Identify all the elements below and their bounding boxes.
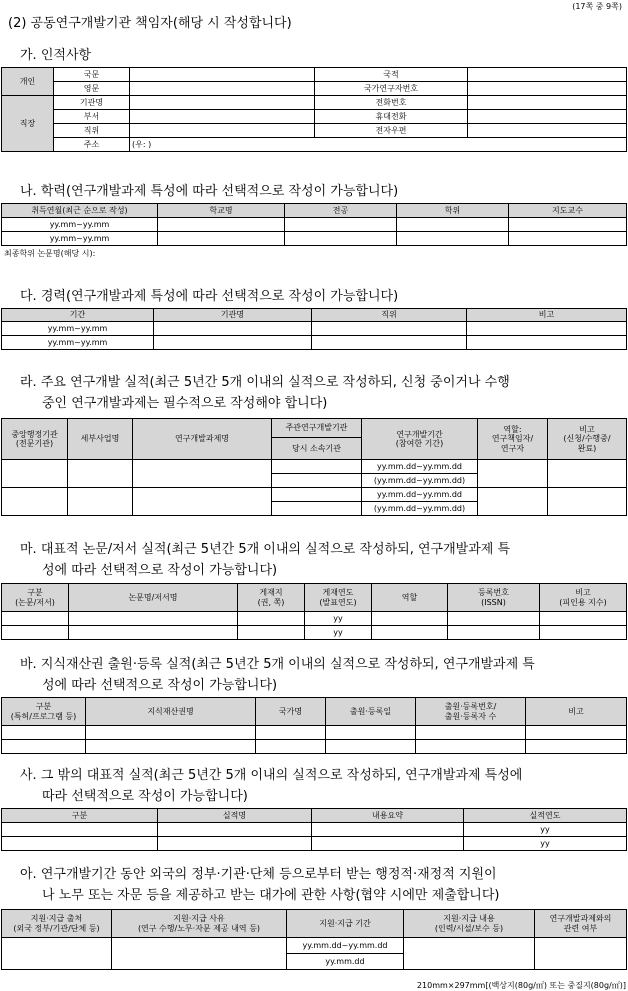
group-personal: 개인	[2, 68, 54, 96]
cell[interactable]	[2, 612, 69, 626]
cell[interactable]	[133, 460, 272, 488]
label: 전화번호	[315, 96, 468, 110]
cell[interactable]	[272, 474, 362, 488]
cell[interactable]	[68, 460, 133, 488]
thesis-note: 최종학위 논문명(해당 시):	[4, 249, 96, 258]
col-header: 역할	[372, 584, 448, 612]
value-field[interactable]	[468, 96, 627, 110]
cell[interactable]	[416, 726, 526, 740]
cell[interactable]	[112, 938, 287, 970]
value-field[interactable]	[468, 124, 627, 138]
section-title: (2) 공동연구개발기관 책임자(해당 시 작성합니다)	[8, 16, 292, 31]
col-header: 출원·등록번호/ 출원·등록자 수	[416, 698, 526, 726]
col-header: 지식재산권명	[86, 698, 256, 726]
cell[interactable]	[448, 626, 540, 640]
cell[interactable]	[86, 726, 256, 740]
col-header: 직위	[312, 309, 467, 322]
cell[interactable]	[158, 837, 312, 851]
section-heading-education: 나. 학력(연구개발과제 특성에 따라 선택적으로 작성이 가능합니다)	[20, 184, 399, 199]
col-header: 논문명/저서명	[69, 584, 238, 612]
period-cell[interactable]: yy.mm~yy.mm	[2, 232, 158, 246]
heading-line: 라. 주요 연구개발 실적(최근 5년간 5개 이내의 실적으로 작성하되, 신청 중이거나 수행	[20, 375, 510, 390]
ip-table	[1, 697, 627, 754]
section-heading-papers	[20, 539, 620, 581]
col-header: 기관명	[154, 309, 312, 322]
cell[interactable]	[397, 218, 509, 232]
year-cell[interactable]: yy	[464, 823, 627, 837]
group-workplace: 직장	[2, 96, 54, 152]
col-header: 당시 소속기관	[272, 438, 362, 460]
papers-table	[1, 583, 627, 640]
value-field[interactable]	[468, 110, 627, 124]
cell[interactable]	[397, 232, 509, 246]
cell[interactable]	[478, 460, 548, 488]
section-heading-other	[20, 765, 620, 807]
col-header: 학교명	[158, 204, 285, 218]
year-cell[interactable]: yy	[305, 612, 372, 626]
col-header: 지원·지급 내용 (인력/시설/보수 등)	[404, 910, 535, 938]
col-header: 전공	[285, 204, 397, 218]
col-header: 지원·지급 사유 (연구 수행/노무·자문 제공 내역 등)	[112, 910, 287, 938]
cell[interactable]	[272, 502, 362, 516]
cell[interactable]	[256, 740, 326, 754]
cell[interactable]	[548, 488, 627, 516]
page-number: (17쪽 중 9쪽)	[572, 2, 622, 11]
period-cell[interactable]: yy.mm~yy.mm	[2, 336, 154, 350]
year-cell[interactable]: yy	[464, 837, 627, 851]
cell[interactable]	[478, 488, 548, 516]
cell[interactable]	[69, 626, 238, 640]
cell[interactable]	[540, 612, 627, 626]
label: 기관명	[54, 96, 130, 110]
heading-line: 성에 따라 선택적으로 작성이 가능합니다)	[42, 563, 278, 578]
career-table	[1, 308, 627, 350]
col-header: 연구개발과제와의 관련 여부	[535, 910, 627, 938]
cell[interactable]	[372, 612, 448, 626]
cell[interactable]	[535, 938, 627, 970]
cell[interactable]	[509, 232, 627, 246]
value-field[interactable]	[468, 82, 627, 96]
col-header: 비고	[526, 698, 627, 726]
value-field[interactable]	[130, 124, 315, 138]
cell[interactable]	[416, 740, 526, 754]
section-heading-foreign	[20, 864, 620, 906]
cell[interactable]	[312, 837, 464, 851]
cell[interactable]	[69, 612, 238, 626]
cell[interactable]	[154, 322, 312, 336]
col-header: 구분 (논문/저서)	[2, 584, 69, 612]
cell[interactable]	[540, 626, 627, 640]
period-cell[interactable]: yy.mm.dd~yy.mm.dd	[362, 488, 478, 502]
cell[interactable]	[2, 460, 68, 488]
heading-line: 사. 그 밖의 대표적 실적(최근 5년간 5개 이내의 실적으로 작성하되, 연구개발과제 특성에	[20, 768, 523, 783]
heading-line: 바. 지식재산권 출원·등록 실적(최근 5년간 5개 이내의 실적으로 작성하되, 연구개발과제 특	[20, 657, 535, 672]
heading-line: 마. 대표적 논문/저서 실적(최근 5년간 5개 이내의 실적으로 작성하되, 연구개발과제 특	[20, 542, 510, 557]
education-table	[1, 203, 627, 246]
cell[interactable]	[68, 488, 133, 516]
section-heading-personal: 가. 인적사항	[20, 48, 92, 63]
cell[interactable]	[326, 726, 416, 740]
label: 직위	[54, 124, 130, 138]
cell[interactable]	[526, 726, 627, 740]
year-cell[interactable]: yy	[305, 626, 372, 640]
rnd-table	[1, 418, 627, 516]
label: 주소	[54, 138, 130, 152]
address-field[interactable]: (우: )	[130, 138, 627, 152]
personal-info-table	[1, 67, 627, 152]
cell[interactable]	[256, 726, 326, 740]
period-cell[interactable]: yy.mm~yy.mm	[2, 322, 154, 336]
cell[interactable]	[372, 626, 448, 640]
col-header: 중앙행정기관 (전문기관)	[2, 419, 68, 460]
cell[interactable]	[272, 460, 362, 474]
col-header: 출원·등록일	[326, 698, 416, 726]
heading-line: 나 노무 또는 자문 등을 제공하고 받는 대가에 관한 사항(협약 시에만 제출합니다)	[42, 888, 500, 903]
cell[interactable]	[2, 837, 158, 851]
label: 국가연구자번호	[315, 82, 468, 96]
cell[interactable]	[312, 823, 464, 837]
col-header: 게재지 (권, 쪽)	[238, 584, 305, 612]
cell[interactable]	[448, 612, 540, 626]
value-field[interactable]	[130, 96, 315, 110]
period-cell[interactable]: (yy.mm.dd~yy.mm.dd)	[362, 502, 478, 516]
col-header: 주관연구개발기관	[272, 419, 362, 438]
label: 휴대전화	[315, 110, 468, 124]
cell[interactable]	[326, 740, 416, 754]
col-header: 게재연도 (발표연도)	[305, 584, 372, 612]
cell[interactable]	[158, 232, 285, 246]
col-header: 연구개발기간 (참여한 기간)	[362, 419, 478, 460]
col-header: 비고	[467, 309, 627, 322]
heading-line: 중인 연구개발과제는 필수적으로 작성해야 합니다)	[42, 396, 328, 411]
cell[interactable]	[467, 336, 627, 350]
col-header: 취득연월(최근 순으로 작성)	[2, 204, 158, 218]
foreign-support-table	[1, 909, 627, 970]
cell[interactable]	[312, 336, 467, 350]
col-header: 학위	[397, 204, 509, 218]
heading-line: 성에 따라 선택적으로 작성이 가능합니다)	[42, 678, 278, 693]
cell[interactable]	[285, 218, 397, 232]
cell[interactable]	[2, 823, 158, 837]
col-header: 세부사업명	[68, 419, 133, 460]
date-cell[interactable]: yy.mm.dd	[287, 954, 404, 970]
label: 영문	[54, 82, 130, 96]
label: 국문	[54, 68, 130, 82]
cell[interactable]	[2, 726, 86, 740]
value-field[interactable]	[130, 110, 315, 124]
period-cell[interactable]: (yy.mm.dd~yy.mm.dd)	[362, 474, 478, 488]
period-cell[interactable]: yy.mm~yy.mm	[2, 218, 158, 232]
col-header: 지원·지급 기간	[287, 910, 404, 938]
cell[interactable]	[526, 740, 627, 754]
col-header: 내용요약	[312, 809, 464, 823]
paper-spec-footer: 210mm×297mm[(백상지(80g/㎡) 또는 중질지(80g/㎡)]	[416, 981, 626, 990]
cell[interactable]	[2, 626, 69, 640]
section-heading-rnd	[20, 372, 620, 414]
cell[interactable]	[312, 322, 467, 336]
col-header: 기간	[2, 309, 154, 322]
other-table	[1, 808, 627, 851]
value-field[interactable]	[468, 68, 627, 82]
cell[interactable]	[133, 488, 272, 516]
cell[interactable]	[158, 823, 312, 837]
col-header: 구분	[2, 809, 158, 823]
cell[interactable]	[158, 218, 285, 232]
cell[interactable]	[154, 336, 312, 350]
cell[interactable]	[2, 740, 86, 754]
cell[interactable]	[2, 938, 112, 970]
label: 부서	[54, 110, 130, 124]
cell[interactable]	[272, 488, 362, 502]
cell[interactable]	[86, 740, 256, 754]
col-header: 연구개발과제명	[133, 419, 272, 460]
col-header: 실적연도	[464, 809, 627, 823]
col-header: 비고 (피인용 지수)	[540, 584, 627, 612]
section-heading-ip	[20, 654, 620, 696]
col-header: 역할: 연구책임자/ 연구자	[478, 419, 548, 460]
cell[interactable]	[509, 218, 627, 232]
label: 국적	[315, 68, 468, 82]
value-field[interactable]	[130, 68, 315, 82]
col-header: 구분 (특허/프로그램 등)	[2, 698, 86, 726]
cell[interactable]	[238, 612, 305, 626]
cell[interactable]	[285, 232, 397, 246]
col-header: 지원·지급 출처 (외국 정부/기관/단체 등)	[2, 910, 112, 938]
heading-line: 아. 연구개발기간 동안 외국의 정부·기관·단체 등으로부터 받는 행정적·재정적 지원이	[20, 867, 497, 882]
heading-line: 따라 선택적으로 작성이 가능합니다)	[42, 789, 248, 804]
cell[interactable]	[238, 626, 305, 640]
col-header: 비고 (신청/수행중/ 완료)	[548, 419, 627, 460]
period-cell[interactable]: yy.mm.dd~yy.mm.dd	[287, 938, 404, 954]
col-header: 등록번호 (ISSN)	[448, 584, 540, 612]
cell[interactable]	[2, 488, 68, 516]
cell[interactable]	[467, 322, 627, 336]
period-cell[interactable]: yy.mm.dd~yy.mm.dd	[362, 460, 478, 474]
section-heading-career: 다. 경력(연구개발과제 특성에 따라 선택적으로 작성이 가능합니다)	[20, 289, 399, 304]
cell[interactable]	[404, 938, 535, 970]
value-field[interactable]	[130, 82, 315, 96]
col-header: 지도교수	[509, 204, 627, 218]
col-header: 실적명	[158, 809, 312, 823]
cell[interactable]	[548, 460, 627, 488]
col-header: 국가명	[256, 698, 326, 726]
label: 전자우편	[315, 124, 468, 138]
